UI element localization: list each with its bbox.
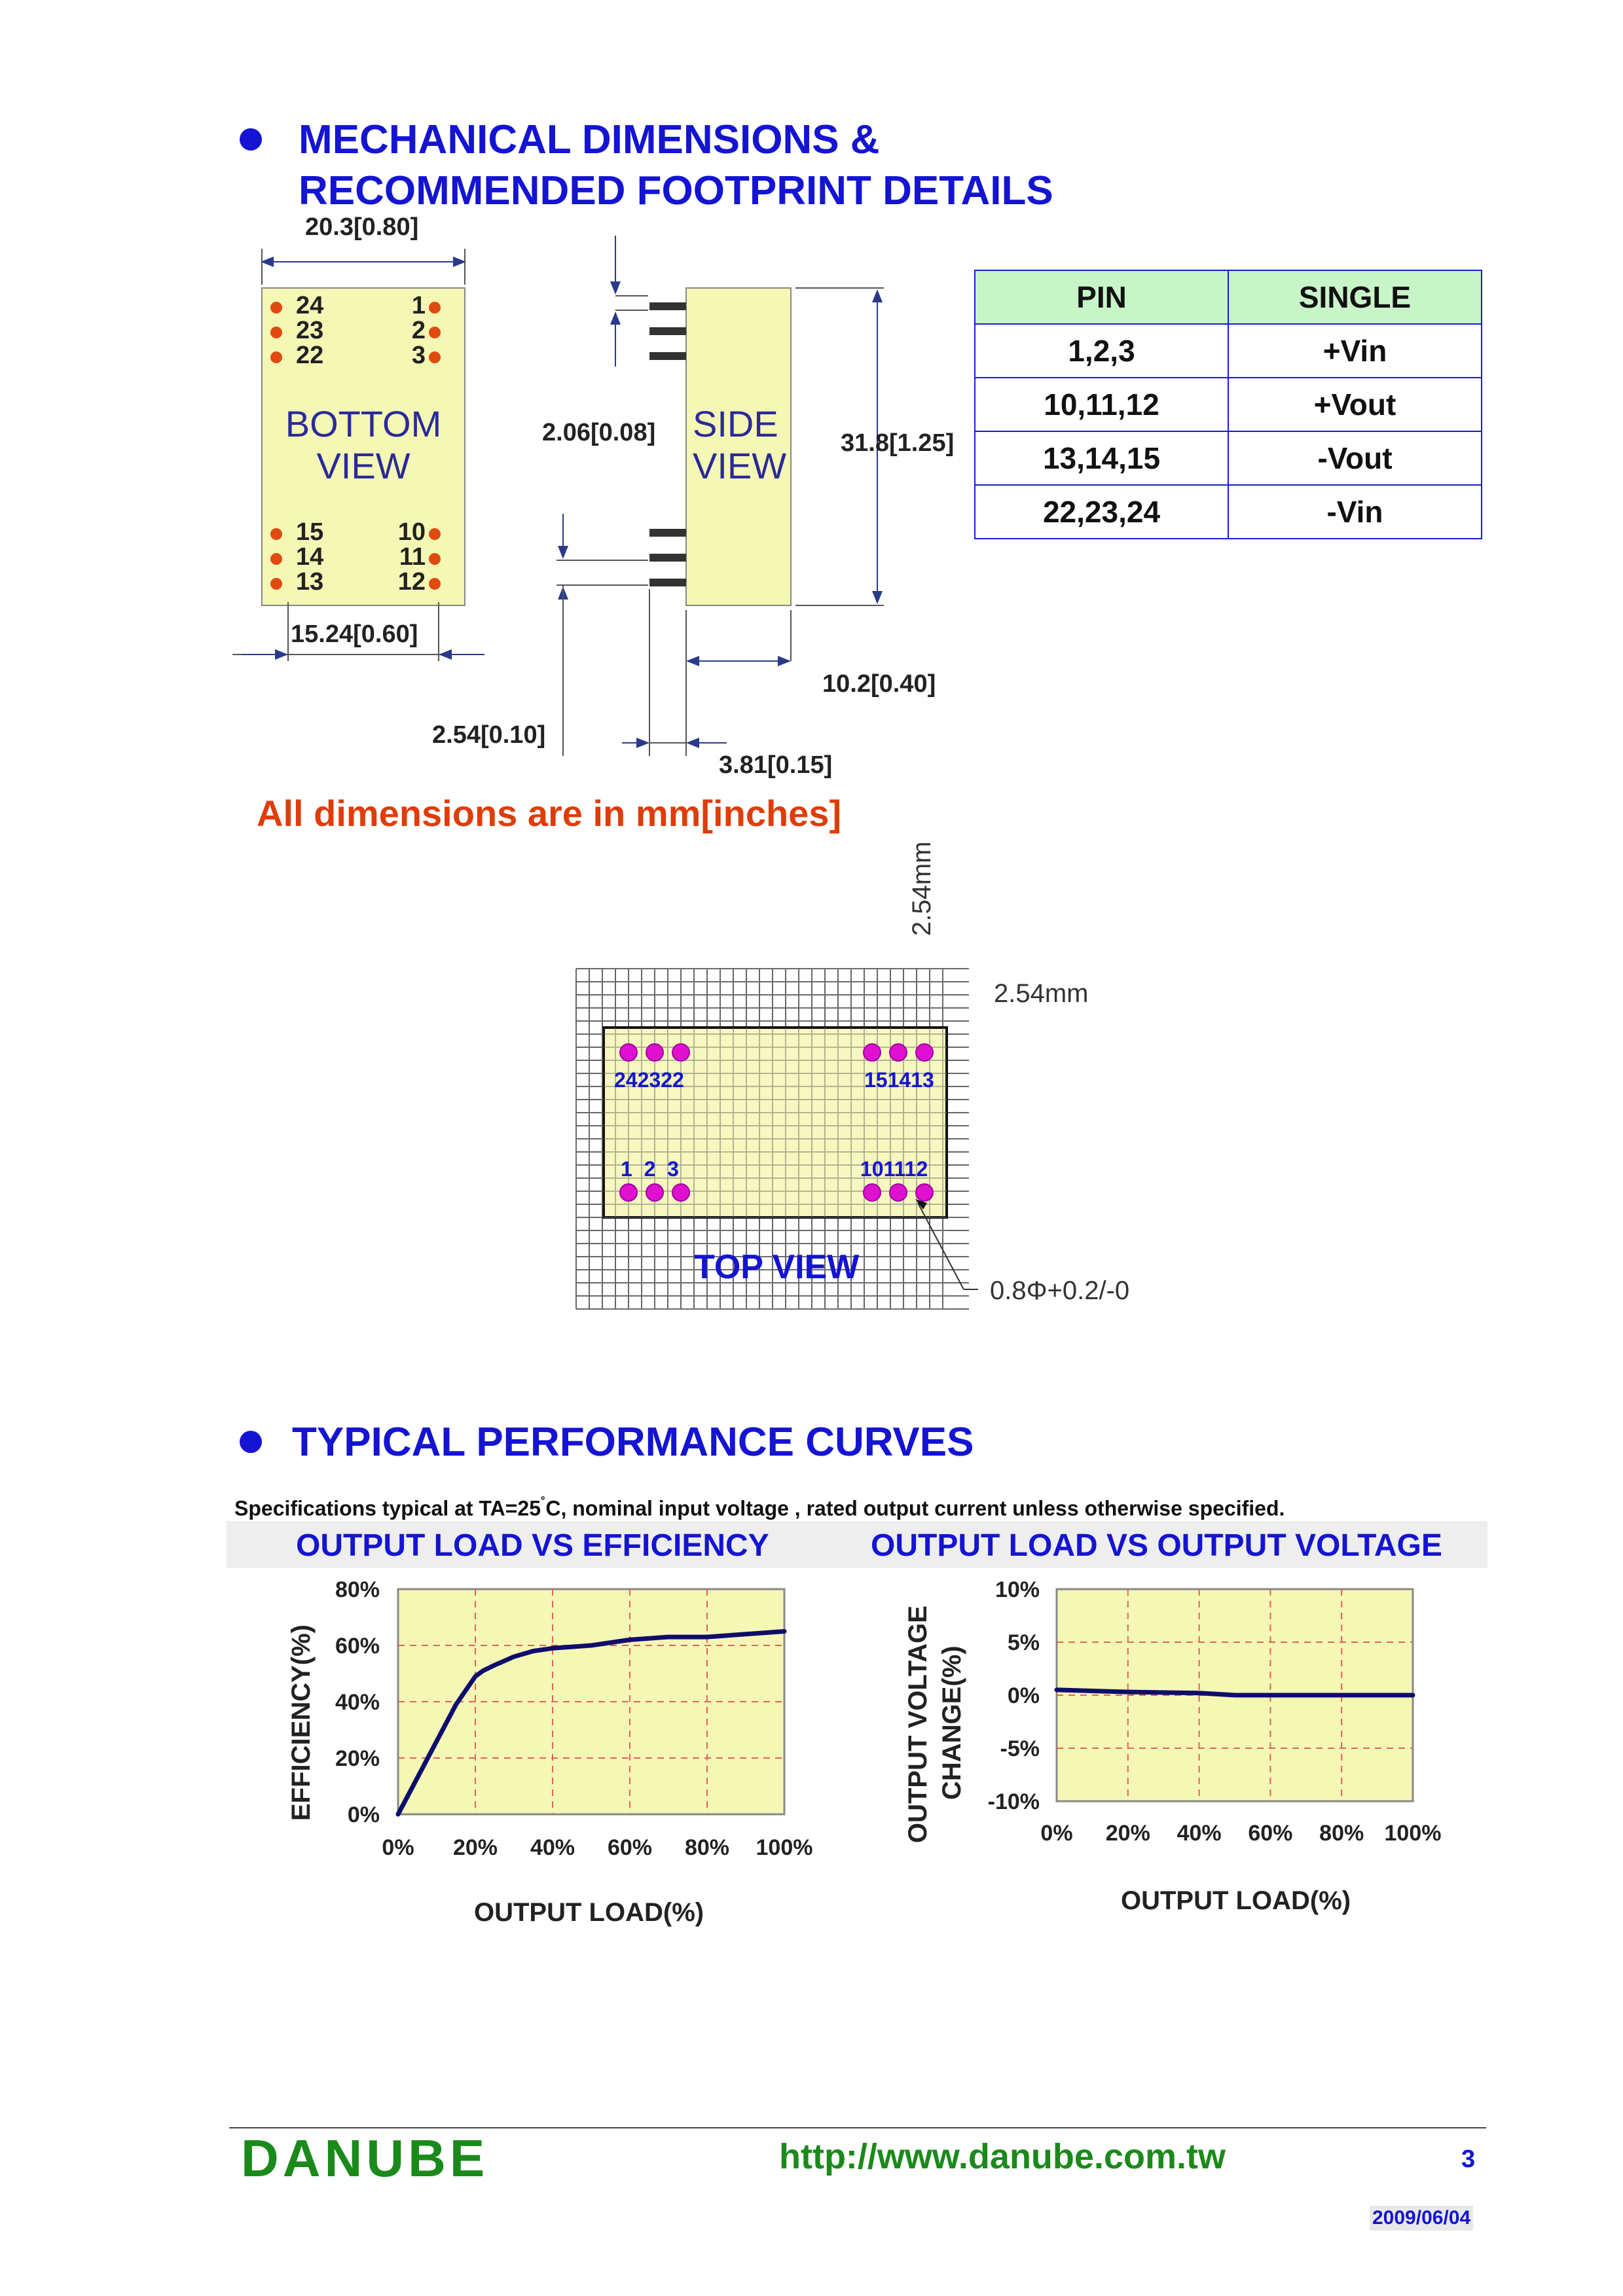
spec-note-prefix: Specifications typical at TA=25 xyxy=(234,1496,541,1520)
x-tick-label: 100% xyxy=(756,1835,813,1860)
y-tick-label: 10% xyxy=(994,1577,1040,1602)
y-tick-label: -5% xyxy=(1000,1736,1040,1761)
x-tick-label: 20% xyxy=(1105,1821,1150,1846)
pin-table-header-pin: PIN xyxy=(975,270,1228,324)
y-tick-label: 0% xyxy=(347,1803,380,1827)
y-tick-label: 40% xyxy=(335,1690,380,1715)
bottom-view-pin-labels xyxy=(296,293,323,368)
pin-label-10: 10 xyxy=(397,518,426,546)
table-cell: +Vin xyxy=(1228,324,1482,378)
table-cell: +Vout xyxy=(1228,378,1482,431)
side-view-height-dim: 31.8[1.25] xyxy=(841,429,955,457)
page-number: 3 xyxy=(1461,2145,1476,2173)
x-tick-label: 0% xyxy=(1040,1821,1073,1846)
footprint-hole-note: 0.8Φ+0.2/-0 xyxy=(990,1276,1130,1305)
y-tick-label: 60% xyxy=(335,1634,380,1659)
pin-label-13: 13 xyxy=(296,568,324,596)
bottom-view-label-line1: BOTTOM xyxy=(285,403,442,444)
footprint-grid-h-label: 2.54mm xyxy=(994,979,1089,1008)
pin-label-3: 3 xyxy=(411,342,426,369)
x-tick-label: 80% xyxy=(684,1835,730,1860)
table-cell: 1,2,3 xyxy=(975,324,1228,378)
x-tick-label: 60% xyxy=(607,1835,653,1860)
bottom-view-label-line2: VIEW xyxy=(316,445,410,486)
pin-label-1: 1 xyxy=(411,292,426,319)
pin-label-24: 24 xyxy=(296,292,324,319)
footprint-pin-label-bottom-left: 1 2 3 xyxy=(621,1157,679,1181)
x-tick-label: 40% xyxy=(530,1835,575,1860)
footprint-pin-label-bottom-right: 101112 xyxy=(860,1157,928,1181)
chart1-ylabel: EFFICIENCY(%) xyxy=(287,1624,316,1821)
pin-assignment-table xyxy=(974,270,1482,539)
footprint-pin-label-top-left: 242322 xyxy=(614,1068,684,1092)
bottom-view-width-dim: 20.3[0.80] xyxy=(305,213,419,241)
section-title-line2: RECOMMENDED FOOTPRINT DETAILS xyxy=(299,168,1053,213)
section-title-line1: MECHANICAL DIMENSIONS & xyxy=(299,117,880,162)
units-note: All dimensions are in mm[inches] xyxy=(257,793,842,834)
table-row xyxy=(975,324,1482,378)
x-tick-label: 80% xyxy=(1319,1821,1364,1846)
x-tick-label: 0% xyxy=(382,1835,414,1860)
side-view-label-line2: VIEW xyxy=(693,445,787,486)
table-row xyxy=(975,378,1482,431)
bottom-view-pin-labels-lower-right xyxy=(390,520,426,594)
footprint-top-view-label: TOP VIEW xyxy=(694,1248,860,1286)
section-bullet-icon xyxy=(240,128,262,151)
bottom-view-pin-labels-right xyxy=(401,293,426,368)
pin-label-2: 2 xyxy=(411,317,426,344)
pin-label-15: 15 xyxy=(296,518,324,546)
pin-label-23: 23 xyxy=(296,317,324,344)
website-link[interactable]: http://www.danube.com.tw xyxy=(779,2137,1226,2176)
x-tick-label: 20% xyxy=(452,1835,498,1860)
side-view-offset-dim: 3.81[0.15] xyxy=(719,751,833,779)
footprint-pin-label-top-right: 151413 xyxy=(864,1068,934,1092)
y-tick-label: 5% xyxy=(1007,1630,1040,1655)
y-tick-label: -10% xyxy=(987,1789,1040,1814)
y-tick-label: 80% xyxy=(335,1577,380,1602)
efficiency-chart xyxy=(282,1577,838,1944)
table-cell: 13,14,15 xyxy=(975,431,1228,485)
chart2-ylabel-line1: OUTPUT VOLTAGE xyxy=(903,1605,932,1843)
mechanical-drawing xyxy=(223,209,982,785)
table-row xyxy=(975,485,1482,539)
spec-note-degree: ˚ xyxy=(541,1495,546,1511)
bottom-view-pitch-dim: 15.24[0.60] xyxy=(291,620,418,648)
pin-label-14: 14 xyxy=(296,543,324,571)
section2-title: TYPICAL PERFORMANCE CURVES xyxy=(292,1420,974,1465)
side-view-depth-dim: 10.2[0.40] xyxy=(822,670,936,698)
pin-label-22: 22 xyxy=(296,342,324,369)
side-view-pin-dim: 2.06[0.08] xyxy=(542,419,656,446)
chart2-ylabel-line2: CHANGE(%) xyxy=(938,1645,966,1800)
brand-logo: DANUBE xyxy=(241,2129,489,2187)
x-tick-label: 60% xyxy=(1248,1821,1293,1846)
section-bullet-icon xyxy=(240,1431,262,1453)
chart1-title: OUTPUT LOAD VS EFFICIENCY xyxy=(296,1528,769,1563)
table-row xyxy=(975,431,1482,485)
spec-note-suffix: C, nominal input voltage , rated output current unless otherwise specified. xyxy=(545,1496,1285,1520)
table-cell: -Vin xyxy=(1228,485,1482,539)
side-view-pitch-dim: 2.54[0.10] xyxy=(432,721,546,749)
spec-note xyxy=(234,1495,1285,1521)
pin-label-11: 11 xyxy=(399,543,426,571)
x-tick-label: 40% xyxy=(1176,1821,1222,1846)
table-cell: 22,23,24 xyxy=(975,485,1228,539)
table-cell: 10,11,12 xyxy=(975,378,1228,431)
footprint-grid-v-label: 2.54mm xyxy=(907,841,936,936)
chart2-title: OUTPUT LOAD VS OUTPUT VOLTAGE xyxy=(871,1528,1442,1563)
chart1-xlabel: OUTPUT LOAD(%) xyxy=(474,1898,704,1927)
table-cell: -Vout xyxy=(1228,431,1482,485)
y-tick-label: 0% xyxy=(1007,1683,1040,1708)
chart1-container xyxy=(282,1577,838,1944)
pin-table-header-single: SINGLE xyxy=(1228,270,1482,324)
pin-table-header-row xyxy=(975,270,1482,324)
x-tick-label: 100% xyxy=(1384,1821,1442,1846)
y-tick-label: 20% xyxy=(335,1746,380,1771)
bottom-view-pin-labels-lower-left xyxy=(296,520,323,594)
document-date: 2009/06/04 xyxy=(1370,2206,1473,2231)
pin-label-12: 12 xyxy=(397,568,426,596)
chart2-xlabel: OUTPUT LOAD(%) xyxy=(1121,1886,1351,1915)
side-view-label-line1: SIDE xyxy=(693,403,778,444)
